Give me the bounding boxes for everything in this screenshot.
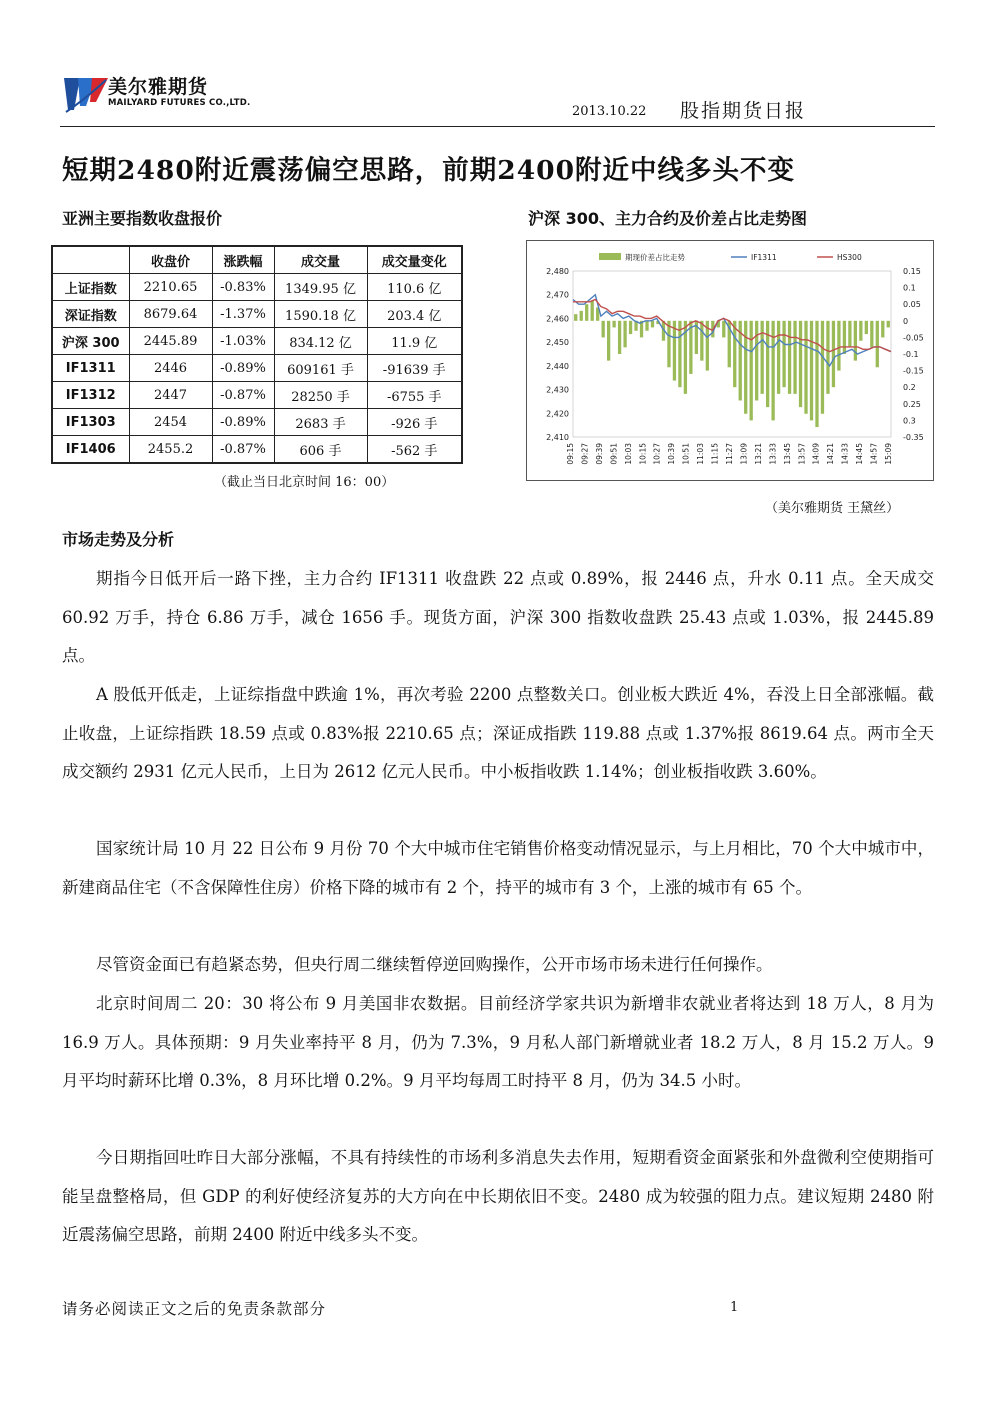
table-cell: IF1311 <box>52 355 129 382</box>
y-tick-label: 2,420 <box>546 409 569 419</box>
y2-tick-label: 0.1 <box>903 283 916 293</box>
analysis-paragraph: A 股低开低走，上证综指盘中跌逾 1%，再次考验 2200 点整数关口。创业板大跌近 4%，吞没上日全部涨幅。截止收盘，上证综指跌 18.59 点或 0.83%报 2210.65 点；深证成指跌 119.88 点或 1.37%报 8619.64 点。两市全天成交额约 2931 亿元人民币，上日为 2612 亿元人民币。中小板指收跌 1.14%；创业板指收跌 3.60%。 <box>62 685 934 781</box>
y2-tick-label: 0.05 <box>903 300 921 310</box>
market-section-title: 市场走势及分析 <box>62 530 175 549</box>
table-section-title: 亚洲主要指数收盘报价 <box>62 209 223 228</box>
y2-tick-label: -0.05 <box>903 333 924 343</box>
spread-bar <box>722 321 725 338</box>
table-cell: 110.6 亿 <box>367 274 462 301</box>
table-row <box>52 274 462 301</box>
spread-bar <box>623 321 626 348</box>
x-tick-label: 09:39 <box>594 443 604 465</box>
x-tick-label: 15:09 <box>884 443 893 465</box>
chart-section-title: 沪深 300、主力合约及价差占比走势图 <box>528 209 807 228</box>
table-cell: 203.4 亿 <box>367 301 462 328</box>
x-tick-label: 11:27 <box>725 443 734 465</box>
spread-bar <box>821 321 824 414</box>
x-tick-label: 10:27 <box>652 443 662 465</box>
table-cell: -6755 手 <box>367 382 462 409</box>
disclaimer-note: 请务必阅读正文之后的免责条款部分 <box>62 1300 327 1318</box>
analysis-paragraph: 北京时间周二 20：30 将公布 9 月美国非农数据。目前经济学家共识为新增非农就业者将达到 18 万人，8 月为 16.9 万人。具体预期：9 月失业率持平 8 月，仍为 7.3%，9 月私人部门新增就业者 18.2 万人，8 月 15.2 万人。9 月平均时薪环比增 0.3%，8 月环比增 0.2%。9 月平均每周工时持平 8 月，仍为 34.5 小时。 <box>62 994 934 1090</box>
spread-bar <box>645 321 648 331</box>
x-tick-label: 13:21 <box>753 443 763 465</box>
spread-bar <box>854 321 857 361</box>
chart-credit: （美尔雅期货 王黛丝） <box>765 501 900 516</box>
legend-label: HS300 <box>837 253 862 262</box>
table-row <box>52 328 462 355</box>
analysis-paragraph: 今日期指回吐昨日大部分涨幅，不具有持续性的市场利多消息失去作用，短期看资金面紧张和外盘微利空使期指可能呈盘整格局，但 GDP 的利好使经济复苏的大方向在中长期依旧不变。2480 成为较强的阻力点。建议短期 2480 附近震荡偏空思路，前期 2400 附近中线多头不变。 <box>62 1148 934 1244</box>
table-cell: IF1312 <box>52 382 129 409</box>
table-cell: 1349.95 亿 <box>274 274 367 301</box>
table-cell: IF1303 <box>52 409 129 436</box>
x-tick-label: 14:21 <box>826 443 836 465</box>
table-header-row <box>52 246 462 274</box>
y2-tick-label: 0 <box>903 316 909 326</box>
table-cell: 8679.64 <box>129 301 212 328</box>
y-tick-label: 2,460 <box>546 314 569 324</box>
table-cell: -0.89% <box>212 409 274 436</box>
table-cell: 2454 <box>129 409 212 436</box>
column-header: 收盘价 <box>129 246 212 274</box>
x-tick-label: 13:09 <box>739 443 749 465</box>
y2-tick-label: -0.15 <box>903 366 924 376</box>
table-cell: 2447 <box>129 382 212 409</box>
spread-bar <box>788 321 791 394</box>
column-header: 成交量 <box>274 246 367 274</box>
header-divider <box>60 126 935 127</box>
y2-tick-label: -0.1 <box>903 350 919 359</box>
spread-bar <box>865 321 868 334</box>
page-number: 1 <box>730 1300 739 1315</box>
legend-label: 期现价差占比走势 <box>625 253 685 262</box>
spread-bar <box>837 321 840 371</box>
x-tick-label: 13:57 <box>797 443 807 465</box>
trend-chart <box>526 240 934 481</box>
spread-bar <box>574 314 577 321</box>
table-row <box>52 382 462 409</box>
table-cell: 1590.18 亿 <box>274 301 367 328</box>
y2-tick-label: -0.35 <box>903 433 924 442</box>
table-cell: 上证指数 <box>52 274 129 301</box>
x-tick-label: 14:09 <box>811 443 821 465</box>
table-cell: 沪深 300 <box>52 328 129 355</box>
analysis-paragraph: 期指今日低开后一路下挫，主力合约 IF1311 收盘跌 22 点或 0.89%，报 2446 点，升水 0.11 点。全天成交 60.92 万手，持仓 6.86 万手，减仓 1656 手。现货方面，沪深 300 指数收盘跌 25.43 点或 1.03%，报 2445.89 点。 <box>62 569 934 665</box>
spread-bar <box>673 321 676 381</box>
x-tick-label: 13:33 <box>768 443 778 465</box>
x-tick-label: 10:39 <box>667 443 677 465</box>
table-row <box>52 301 462 328</box>
y2-tick-label: 0.15 <box>903 267 921 276</box>
table-row <box>52 436 462 464</box>
company-logo-english: MAILYARD FUTURES CO.,LTD. <box>108 98 251 108</box>
spread-bar <box>755 321 758 401</box>
legend-label: IF1311 <box>751 253 777 262</box>
x-tick-label: 09:15 <box>566 443 575 465</box>
spread-bar <box>859 321 862 341</box>
table-cell: 深证指数 <box>52 301 129 328</box>
y2-tick-label: 0.2 <box>903 383 916 393</box>
x-tick-label: 09:27 <box>580 443 590 465</box>
spread-bar <box>750 321 753 421</box>
table-note: （截止当日北京时间 16：00） <box>214 475 395 490</box>
table-cell: 2210.65 <box>129 274 212 301</box>
table-cell: -91639 手 <box>367 355 462 382</box>
spread-bar <box>876 321 879 367</box>
table-cell: 2445.89 <box>129 328 212 355</box>
y2-tick-label: 0.25 <box>903 399 921 409</box>
x-tick-label: 14:33 <box>840 443 850 465</box>
x-tick-label: 10:51 <box>681 443 691 465</box>
x-tick-label: 10:15 <box>638 443 648 465</box>
spread-bar <box>602 321 605 338</box>
table-cell: -0.83% <box>212 274 274 301</box>
legend-swatch <box>599 253 621 260</box>
column-header: 成交量变化 <box>367 246 462 274</box>
x-tick-label: 10:03 <box>623 443 633 465</box>
table-cell: IF1406 <box>52 436 129 464</box>
x-tick-label: 09:51 <box>609 443 619 465</box>
spread-bar <box>591 301 594 321</box>
spread-bar <box>777 321 780 394</box>
y-tick-label: 2,450 <box>546 338 569 348</box>
spread-bar <box>612 321 615 328</box>
index-quote-table <box>51 245 463 464</box>
table-cell: 11.9 亿 <box>367 328 462 355</box>
column-header: 涨跌幅 <box>212 246 274 274</box>
x-tick-label: 11:15 <box>710 443 720 465</box>
table-cell: -1.03% <box>212 328 274 355</box>
spread-bar <box>651 321 654 328</box>
y-tick-label: 2,430 <box>546 385 569 395</box>
spread-bar <box>887 321 890 328</box>
spread-bar <box>761 321 764 394</box>
spread-bar <box>832 321 835 387</box>
table-cell: 606 手 <box>274 436 367 464</box>
spread-bar <box>815 321 818 427</box>
table-cell: -1.37% <box>212 301 274 328</box>
y2-tick-label: 0.3 <box>903 416 916 426</box>
spread-bar <box>771 321 774 421</box>
table-cell: 2446 <box>129 355 212 382</box>
spread-bar <box>826 321 829 394</box>
table-cell: 609161 手 <box>274 355 367 382</box>
spread-bar <box>810 321 813 421</box>
spread-bar <box>804 321 807 414</box>
y-tick-label: 2,470 <box>546 290 569 300</box>
column-header <box>52 246 129 274</box>
spread-bar <box>580 311 583 321</box>
trend-chart-svg <box>527 241 933 480</box>
spread-bar <box>629 321 632 334</box>
headline: 短期2480附近震荡偏空思路，前期2400附近中线多头不变 <box>62 155 796 186</box>
spread-bar <box>744 321 747 414</box>
x-tick-label: 11:03 <box>696 443 706 465</box>
table-row <box>52 355 462 382</box>
y-tick-label: 2,480 <box>546 267 569 276</box>
x-tick-label: 13:45 <box>782 443 792 465</box>
table-cell: -926 手 <box>367 409 462 436</box>
spread-bar <box>843 321 846 354</box>
report-type-title: 股指期货日报 <box>680 100 807 122</box>
spread-bar <box>733 321 736 387</box>
x-tick-label: 14:57 <box>869 443 879 465</box>
spread-bar <box>700 321 703 361</box>
table-cell: -0.87% <box>212 436 274 464</box>
spread-bar <box>667 321 670 367</box>
spread-bar <box>881 321 884 338</box>
analysis-paragraph: 国家统计局 10 月 22 日公布 9 月份 70 个大中城市住宅销售价格变动情况显示，与上月相比，70 个大中城市中，新建商品住宅（不含保障性住房）价格下降的城市有 2 个，持平的城市有 3 个，上涨的城市有 65 个。 <box>62 839 934 897</box>
spread-bar <box>585 304 588 321</box>
company-logo-text: 美尔雅期货 <box>108 76 209 98</box>
table-cell: -0.89% <box>212 355 274 382</box>
spread-bar <box>848 321 851 348</box>
spread-bar <box>799 321 802 407</box>
spread-bar <box>782 321 785 387</box>
spread-bar <box>870 321 873 348</box>
spread-bar <box>607 321 610 361</box>
table-cell: 2455.2 <box>129 436 212 464</box>
table-row <box>52 409 462 436</box>
x-tick-label: 14:45 <box>855 443 865 465</box>
table-cell: -562 手 <box>367 436 462 464</box>
spread-bar <box>618 321 621 354</box>
report-date: 2013.10.22 <box>572 104 647 119</box>
spread-bar <box>793 321 796 394</box>
table-cell: 834.12 亿 <box>274 328 367 355</box>
y-tick-label: 2,410 <box>546 433 569 442</box>
y-tick-label: 2,440 <box>546 361 569 371</box>
analysis-paragraph: 尽管资金面已有趋紧态势，但央行周二继续暂停逆回购操作，公开市场市场未进行任何操作。 <box>96 955 773 974</box>
table-cell: -0.87% <box>212 382 274 409</box>
table-cell: 2683 手 <box>274 409 367 436</box>
table-cell: 28250 手 <box>274 382 367 409</box>
